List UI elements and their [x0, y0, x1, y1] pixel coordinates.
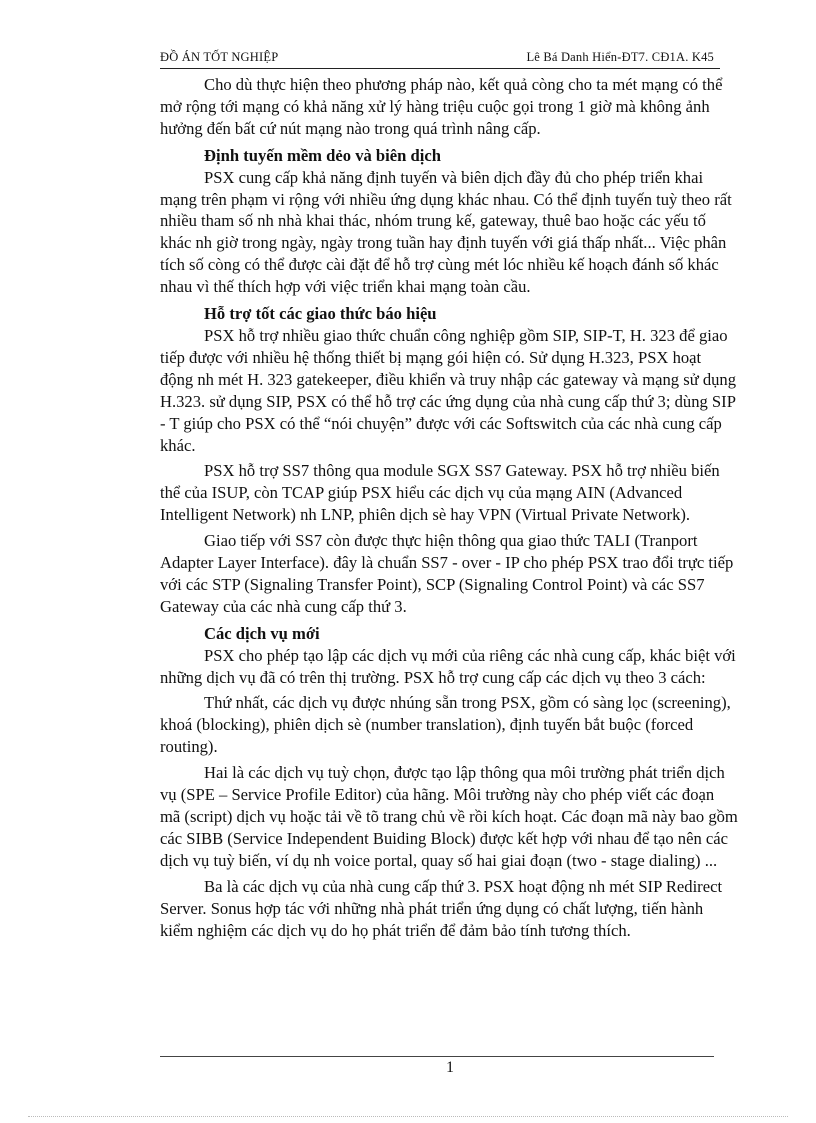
page-header	[160, 48, 720, 69]
page-bottom-border	[28, 1116, 788, 1117]
paragraph-first-way: Thứ nhất, các dịch vụ được nhúng sẵn trong PSX, gồm có sàng lọc (screening), khoá (blocking), phiên dịch sè (number translation), định tuyến bắt buộc (forced routing).	[160, 693, 731, 757]
paragraph-signaling-protocols: PSX hỗ trợ nhiều giao thức chuẩn công nghiệp gồm SIP, SIP-T, H. 323 để giao tiếp được với nhiều hệ thống thiết bị mạng gói hiện có. Sử dụng H.323, PSX hoạt động nh mét H. 323 gatekeeper, điều khiển và truy nhập các gateway và mạng sử dụng H.323. sử dụng SIP, PSX có thể hỗ trợ các ứng dụng của nhà cung cấp thứ 3; dùng SIP - T giúp cho PSX có thể “nói chuyện” được với các Softswitch của các nhà cung cấp khác.	[160, 325, 737, 455]
header-author: Lê Bá Danh Hiển-ĐT7. CĐ1A. K45	[526, 50, 714, 64]
paragraph-third-way: Ba là các dịch vụ của nhà cung cấp thứ 3. PSX hoạt động nh mét SIP Redirect Server. Sonus hợp tác với những nhà phát triển ứng dụng có chất lượng, tiến hành kiểm nghiệm các dịch vụ do họ phát triển để đảm bảo tính tương thích.	[160, 876, 723, 940]
paragraph-intro: Cho dù thực hiện theo phương pháp nào, kết quả còng cho ta mét mạng có thể mở rộng tới mạng có khả năng xử lý hàng triệu cuộc gọi trong 1 giờ mà không ảnh hưởng đến bất cứ nút mạng nào trong quá trình nâng cấp.	[160, 75, 723, 138]
footer-divider	[160, 1056, 714, 1057]
document-body	[160, 74, 738, 941]
paragraph-second-way: Hai là các dịch vụ tuỳ chọn, được tạo lập thông qua môi trường phát triển dịch vụ (SPE – Service Profile Editor) của hãng. Môi trường này cho phép viết các đoạn mã (script) dịch vụ hoặc tải về tõ trang chủ về rồi kích hoạt. Các đoạn mã này bao gồm các SIBB (Service Independent Buiding Block) được kết hợp với nhau để tạo nên các dịch vụ tuỳ biến, ví dụ nh voice portal, quay số hai giai đoạn (two - stage dialing) ...	[160, 763, 738, 870]
paragraph-new-services: PSX cho phép tạo lập các dịch vụ mới của riêng các nhà cung cấp, khác biệt với những dịch vụ đã có trên thị trường. PSX hỗ trợ cung cấp các dịch vụ theo 3 cách:	[160, 645, 736, 687]
heading-routing: Định tuyến mềm dẻo và biên dịch	[204, 145, 441, 165]
header-left-title: ĐỒ ÁN TỐT NGHIỆP	[160, 50, 279, 64]
heading-signaling: Hỗ trợ tốt các giao thức báo hiệu	[204, 304, 437, 324]
page-number: 1	[446, 1059, 454, 1076]
paragraph-tali: Giao tiếp với SS7 còn được thực hiện thông qua giao thức TALI (Tranport Adapter Layer Interface). đây là chuẩn SS7 - over - IP cho phép PSX trao đổi trực tiếp với các STP (Signaling Transfer Point), SCP (Signaling Control Point) và các SS7 Gateway của các nhà cung cấp thứ 3.	[160, 531, 734, 616]
heading-new-services: Các dịch vụ mới	[204, 623, 320, 643]
paragraph-routing: PSX cung cấp khả năng định tuyến và biên dịch đầy đủ cho phép triển khai mạng trên phạm vi rộng với nhiều ứng dụng khác nhau. Có thể định tuyến tuỳ theo rất nhiều tham số nh nhà khai thác, nhóm trung kế, gateway, thuê bao hoặc các yếu tố khác nh giờ trong ngày, ngày trong tuần hay định tuyến với giá thấp nhất... Việc phân tích số còng có thể được cài đặt để hỗ trợ cùng mét lóc nhiều kế hoạch đánh số khác nhau vì thế thích hợp với việc triển khai mạng toàn cầu.	[160, 167, 732, 297]
paragraph-ss7: PSX hỗ trợ SS7 thông qua module SGX SS7 Gateway. PSX hỗ trợ nhiều biến thể của ISUP, còn TCAP giúp PSX hiểu các dịch vụ của mạng AIN (Advanced Intelligent Network) nh LNP, phiên dịch sè hay VPN (Virtual Private Network).	[160, 461, 720, 525]
